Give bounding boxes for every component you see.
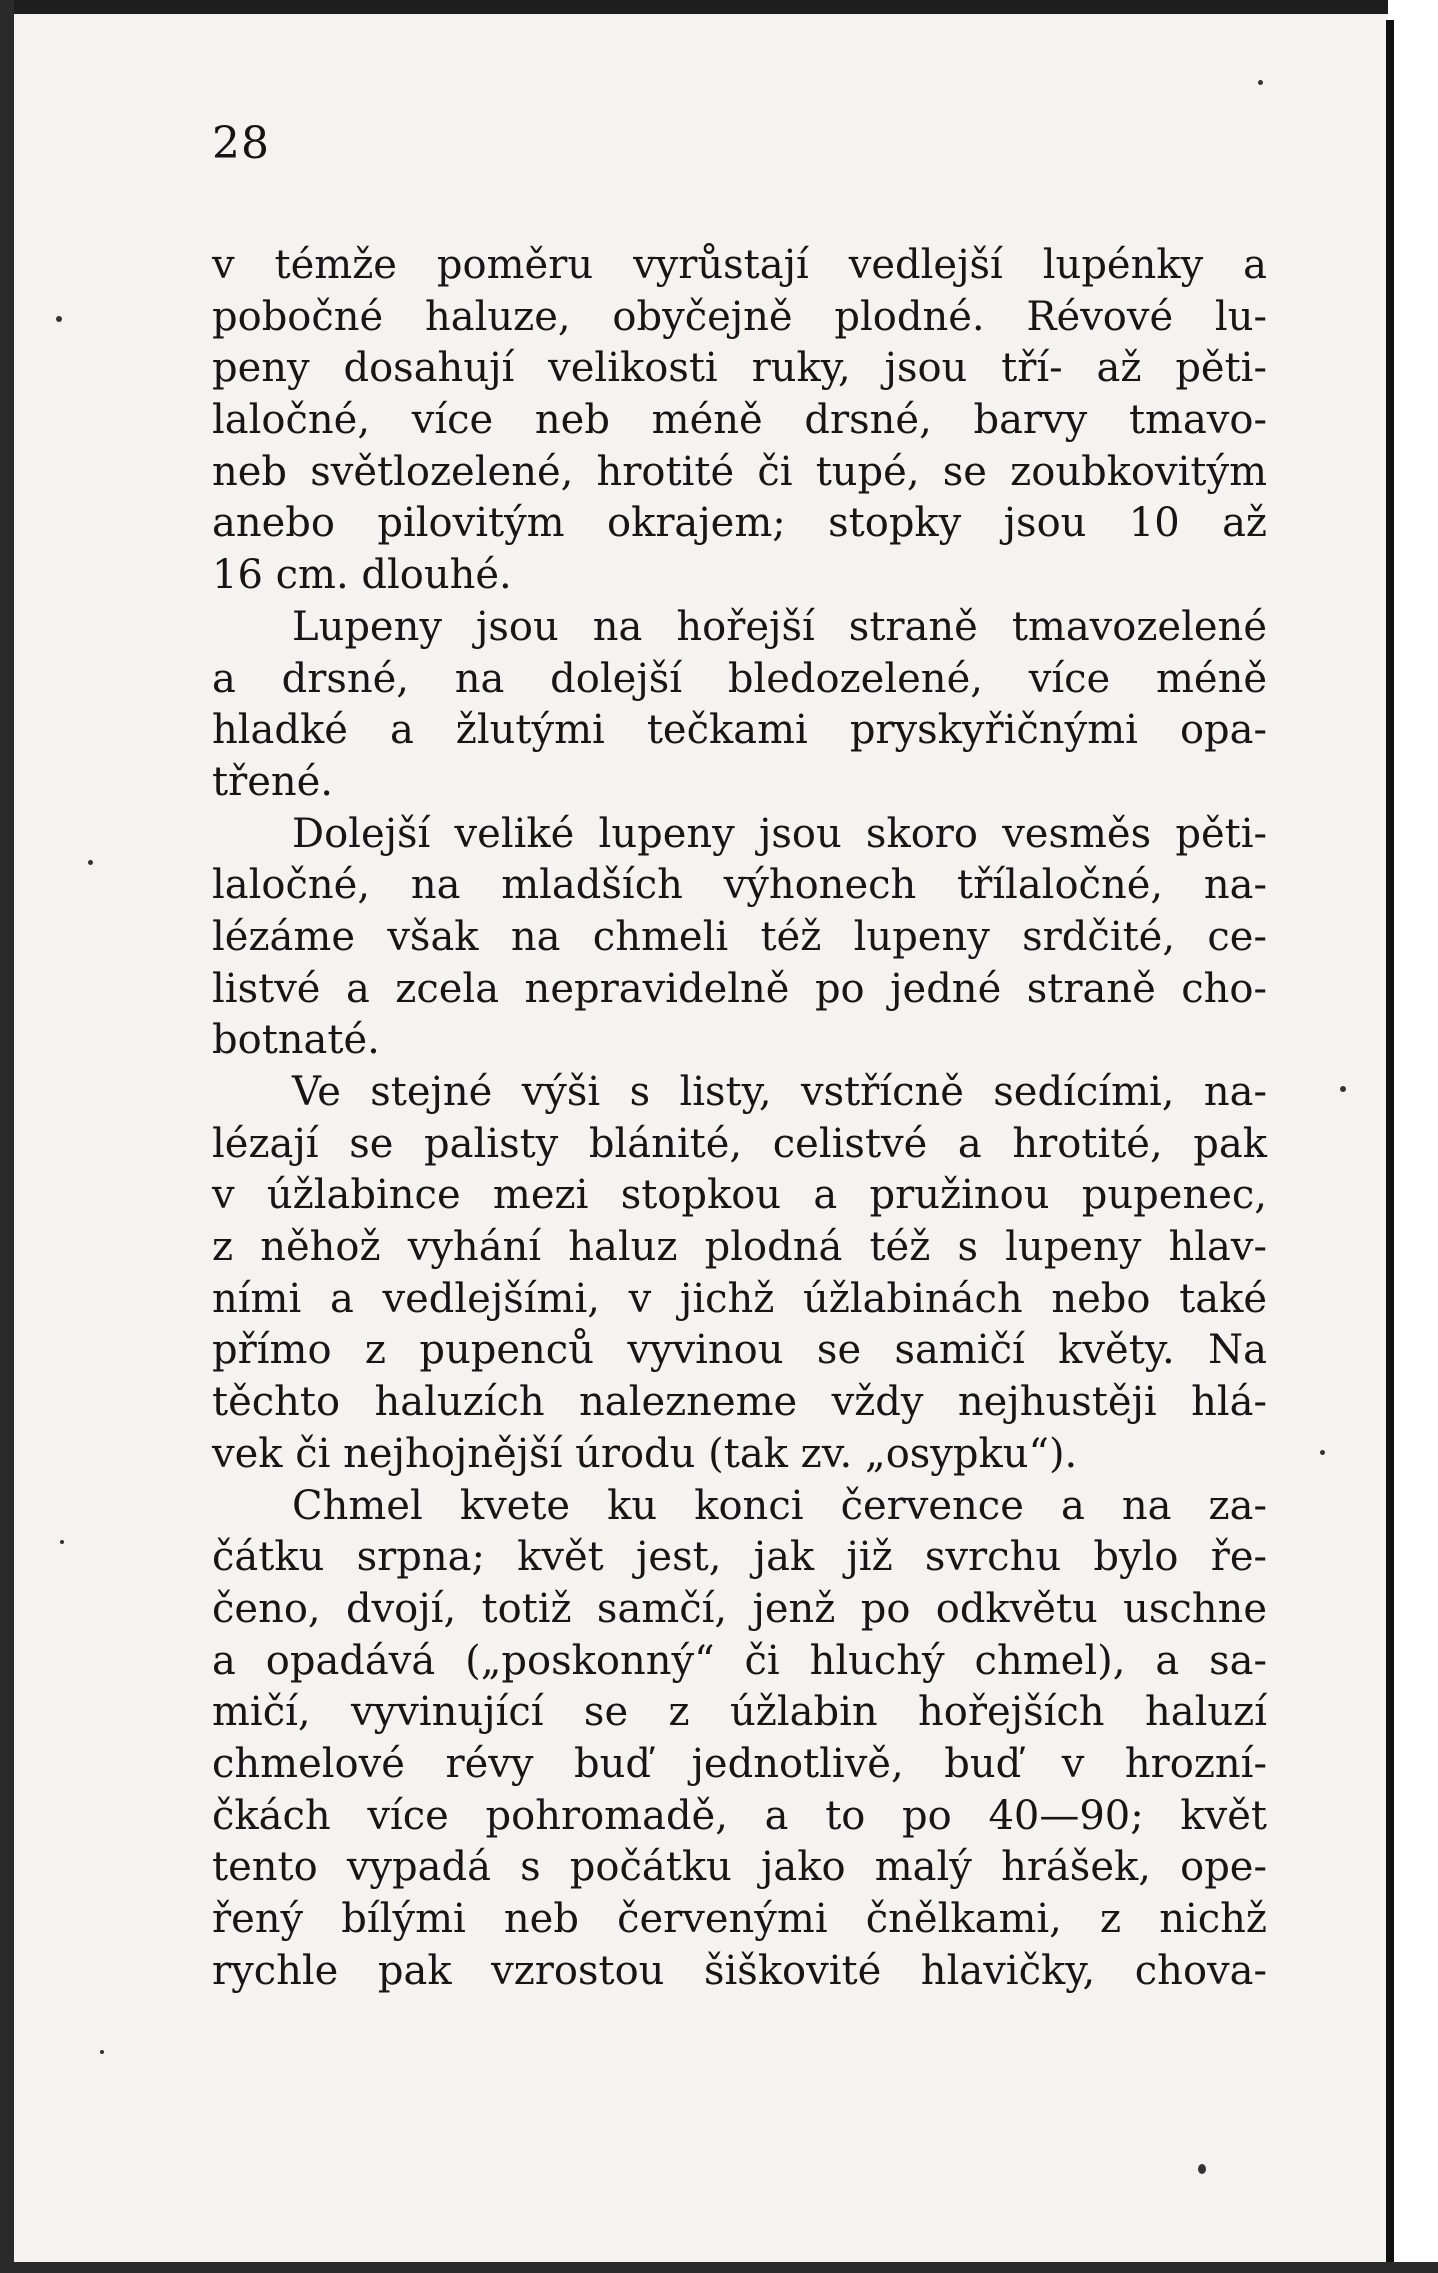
text-line: rychle pak vzrostou šiškovité hlavičky, chova- xyxy=(212,1947,1267,1994)
text-line: laločné, na mladších výhonech třílaločné, na- xyxy=(212,862,1267,909)
text-line: pobočné haluze, obyčejně plodné. Révové lu- xyxy=(212,293,1267,340)
text-line: anebo pilovitým okrajem; stopky jsou 10 až xyxy=(212,500,1267,547)
text-line: přímo z pupenců vyvinou se samičí květy. Na xyxy=(212,1327,1267,1374)
text-line: a opadává („poskonný“ či hluchý chmel), a sa- xyxy=(212,1637,1267,1684)
dust-speck xyxy=(88,860,93,865)
text-line: čeno, dvojí, totiž samčí, jenž po odkvětu uschne xyxy=(212,1585,1267,1632)
text-line: chmelové révy buď jednotlivě, buď v hrozní- xyxy=(212,1740,1267,1787)
text-line: těchto haluzích nalezneme vždy nejhustěji hlá- xyxy=(212,1379,1267,1426)
text-line: tento vypadá s počátku jako malý hrášek, ope- xyxy=(212,1844,1267,1891)
page-gutter xyxy=(1388,0,1438,2273)
body-text xyxy=(212,240,1267,1997)
text-line: listvé a zcela nepravidelně po jedné straně cho- xyxy=(212,965,1267,1012)
text-line: třené. xyxy=(212,758,334,805)
text-line: řený bílými neb červenými čnělkami, z nichž xyxy=(212,1896,1267,1942)
text-line: z něhož vyhání haluz plodná též s lupeny hlav- xyxy=(212,1224,1267,1271)
dust-speck xyxy=(1320,1450,1325,1455)
text-line: Ve stejné výši s listy, vstřícně sedícími, na- xyxy=(292,1069,1267,1115)
text-line: lézají se palisty blánité, celistvé a hrotité, pak xyxy=(212,1120,1267,1167)
text-line: Lupeny jsou na hořejší straně tmavozelené xyxy=(292,603,1267,650)
binding-shadow xyxy=(1386,20,1394,2273)
text-line: 16 cm. dlouhé. xyxy=(212,552,512,599)
text-line: ními a vedlejšími, v jichž úžlabinách nebo také xyxy=(212,1275,1267,1322)
text-line: peny dosahují velikosti ruky, jsou tří- až pěti- xyxy=(212,345,1267,392)
text-line: v témže poměru vyrůstají vedlejší lupénky a xyxy=(212,242,1267,288)
text-line: laločné, více neb méně drsné, barvy tmavo- xyxy=(212,397,1267,444)
text-line: a drsné, na dolejší bledozelené, více méně xyxy=(212,655,1267,702)
scan-top-edge xyxy=(0,0,1438,14)
text-line: vek či nejhojnější úrodu (tak zv. „osypku“). xyxy=(212,1430,1078,1477)
text-line: Dolejší veliké lupeny jsou skoro vesměs pěti- xyxy=(292,810,1267,857)
dust-speck xyxy=(100,2050,104,2054)
text-line: lézáme však na chmeli též lupeny srdčité, ce- xyxy=(212,913,1267,960)
text-line: neb světlozelené, hrotité či tupé, se zoubkovitým xyxy=(212,448,1267,495)
scan-left-edge xyxy=(0,0,14,2273)
dust-speck xyxy=(1258,80,1263,85)
text-line: čkách více pohromadě, a to po 40—90; květ xyxy=(212,1792,1267,1839)
scan-bottom-edge xyxy=(0,2262,1438,2273)
dust-speck xyxy=(56,316,62,322)
dust-speck xyxy=(60,1540,64,1544)
text-line: botnaté. xyxy=(212,1017,380,1064)
text-line: čátku srpna; květ jest, jak již svrchu bylo ře- xyxy=(212,1534,1267,1581)
text-line: mičí, vyvinující se z úžlabin hořejších haluzí xyxy=(212,1689,1267,1736)
page-number: 28 xyxy=(212,118,270,169)
text-line: hladké a žlutými tečkami pryskyřičnými opa- xyxy=(212,707,1267,754)
dust-speck xyxy=(1340,1086,1346,1092)
text-line: v úžlabince mezi stopkou a pružinou pupenec, xyxy=(212,1172,1267,1219)
dust-speck xyxy=(1198,2164,1206,2174)
text-line: Chmel kvete ku konci července a na za- xyxy=(292,1482,1267,1529)
